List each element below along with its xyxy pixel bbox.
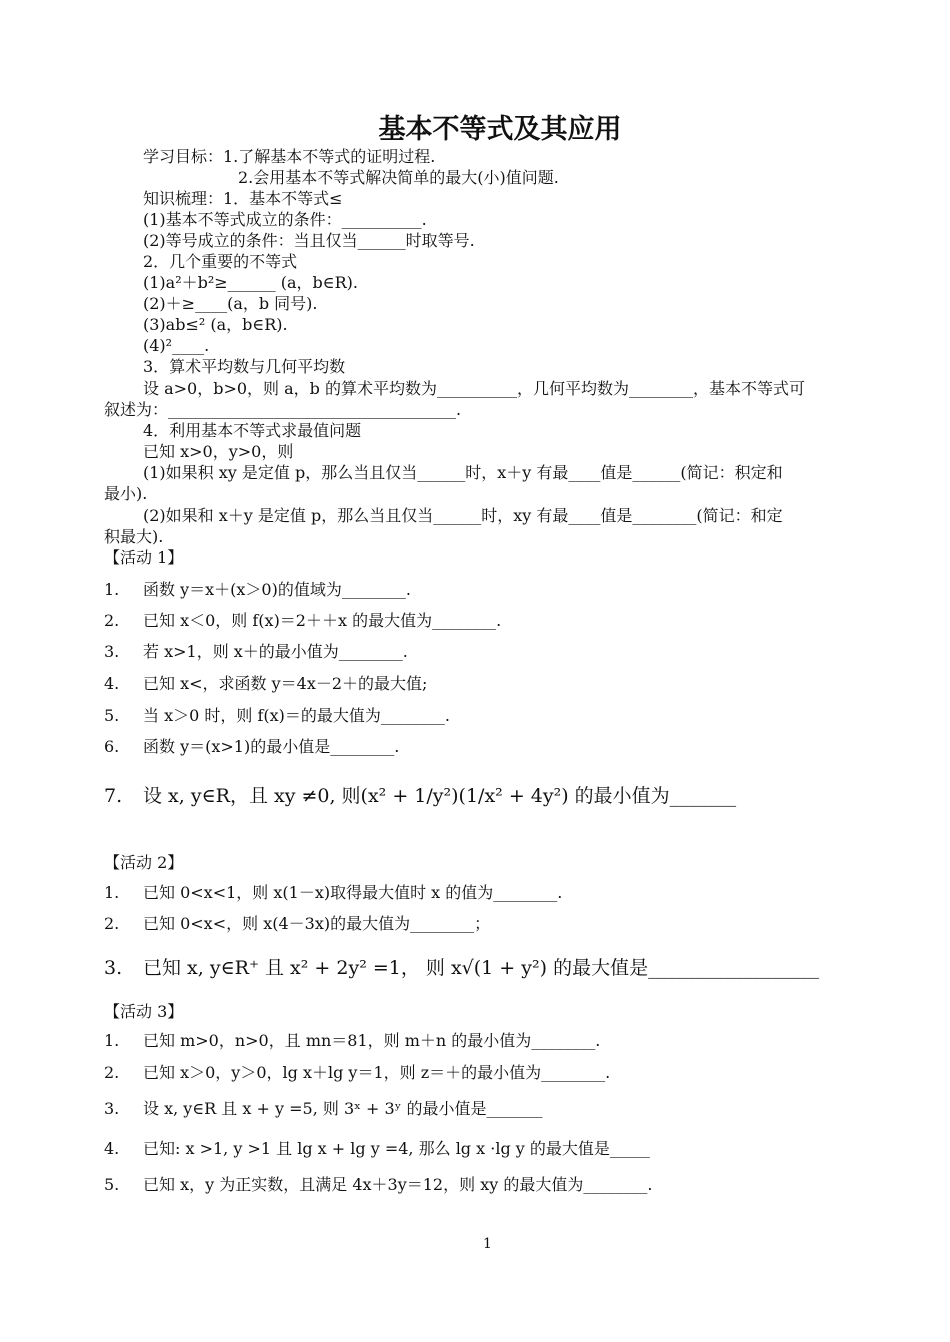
item-number: 7.: [104, 785, 123, 807]
item-number: 2.: [104, 1063, 120, 1082]
activity-3-heading: 【活动 3】: [104, 1002, 184, 1021]
item-number: 1.: [104, 1031, 120, 1050]
knowledge-line: 叙述为：____________________________________.: [104, 400, 462, 419]
problem-text: 当 x＞0 时，则 f(x)＝的最大值为________.: [143, 706, 450, 725]
problem-text: 函数 y＝x＋(x＞0)的值域为________.: [143, 580, 411, 599]
problem-text: 已知: x >1, y >1 且 lg x + lg y =4, 那么 lg x ·lg y 的最大值是_____: [143, 1139, 650, 1158]
problem-text: 若 x>1，则 x＋的最小值为________.: [143, 642, 408, 661]
knowledge-line: (1)如果积 xy 是定值 p，那么当且仅当______时，x＋y 有最____值是______(简记：积定和: [143, 463, 783, 482]
knowledge-line: 3．算术平均数与几何平均数: [143, 357, 346, 376]
knowledge-line: 已知 x>0，y>0，则: [143, 442, 294, 461]
item-number: 4.: [104, 674, 120, 693]
problem-text: 已知 0<x<，则 x(4－3x)的最大值为________；: [143, 914, 491, 933]
objective-line-2: 2.会用基本不等式解决简单的最大(小)值问题.: [238, 168, 559, 187]
problem-text: 已知 x＞0，y＞0，lg x＋lg y＝1，则 z＝＋的最小值为________.: [143, 1063, 611, 1082]
knowledge-line: 4．利用基本不等式求最值问题: [143, 421, 362, 440]
knowledge-line: (1)基本不等式成立的条件：__________.: [143, 210, 427, 229]
problem-text: 已知 x<，求函数 y＝4x－2＋的最大值;: [143, 674, 428, 693]
problem-text: 已知 x＜0，则 f(x)＝2＋＋x 的最大值为________.: [143, 611, 502, 630]
problem-text: 设 x, y∈R 且 x + y =5, 则 3ˣ + 3ʸ 的最小值是_______: [143, 1099, 543, 1118]
problem-text: 函数 y＝(x>1)的最小值是________.: [143, 737, 400, 756]
activity-1-heading: 【活动 1】: [104, 548, 184, 567]
item-number: 2.: [104, 914, 120, 933]
item-number: 2.: [104, 611, 120, 630]
problem-text: 设 x, y∈R，且 xy ≠0, 则(x² + 1/y²)(1/x² + 4y²) 的最小值为_______: [143, 785, 737, 807]
item-number: 3.: [104, 1099, 120, 1118]
knowledge-line: (1)a²＋b²≥______ (a，b∈R).: [143, 273, 359, 292]
knowledge-line: (3)ab≤² (a，b∈R).: [143, 315, 288, 334]
problem-text: 已知 x, y∈R⁺ 且 x² + 2y² =1， 则 x√(1 + y²) 的最大值是__________________: [143, 957, 820, 979]
item-number: 1.: [104, 580, 120, 599]
page-title: 基本不等式及其应用: [378, 114, 622, 145]
knowledge-line: (2)如果和 x＋y 是定值 p，那么当且仅当______时，xy 有最____值是________(简记：和定: [143, 506, 783, 525]
knowledge-line: 积最大).: [104, 527, 164, 546]
knowledge-line: (4)²____.: [143, 336, 210, 355]
knowledge-line: (2)等号成立的条件：当且仅当______时取等号.: [143, 231, 475, 250]
activity-2-heading: 【活动 2】: [104, 853, 184, 872]
problem-text: 已知 x，y 为正实数，且满足 4x＋3y＝12，则 xy 的最大值为________.: [143, 1175, 653, 1194]
item-number: 3.: [104, 642, 120, 661]
item-number: 1.: [104, 883, 120, 902]
item-number: 3.: [104, 957, 123, 979]
knowledge-line: 知识梳理：1．基本不等式≤: [143, 189, 343, 208]
knowledge-line: 最小).: [104, 484, 148, 503]
item-number: 4.: [104, 1139, 120, 1158]
objective-line-1: 学习目标：1.了解基本不等式的证明过程.: [143, 147, 436, 166]
item-number: 6.: [104, 737, 120, 756]
page-number: 1: [483, 1236, 492, 1252]
problem-text: 已知 0<x<1，则 x(1－x)取得最大值时 x 的值为________.: [143, 883, 563, 902]
problem-text: 已知 m>0，n>0，且 mn＝81，则 m＋n 的最小值为________.: [143, 1031, 601, 1050]
item-number: 5.: [104, 1175, 120, 1194]
knowledge-line: 设 a>0，b>0，则 a，b 的算术平均数为__________，几何平均数为________，基本不等式可: [143, 379, 805, 398]
knowledge-line: (2)＋≥____(a，b 同号).: [143, 294, 318, 313]
knowledge-line: 2．几个重要的不等式: [143, 252, 298, 271]
item-number: 5.: [104, 706, 120, 725]
